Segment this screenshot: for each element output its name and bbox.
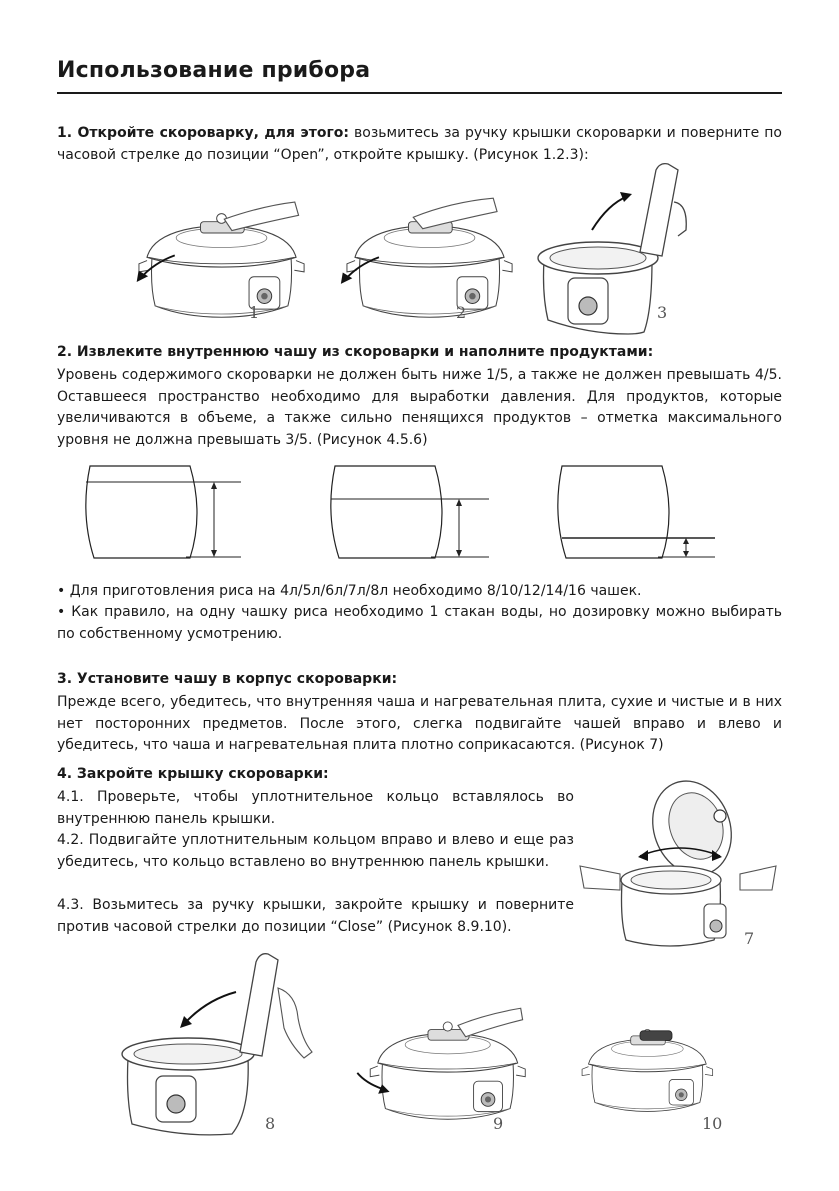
step2-text: Уровень содержимого скороварки не должен быть ниже 1/5, а также не должен превышать 4/5. Оставшееся пространство необходимо для выработки давления. Для продуктов, которые увеличиваются в объеме, а также сильно пенящихся продуктов – отметка максимального уровня не должна превышать 3/5. (Рисунок 4.5.6) xyxy=(57,367,782,448)
step2-heading: 2. Извлеките внутреннюю чашу из скороварки и наполните продуктами: xyxy=(57,344,654,360)
step3-heading: 3. Установите чашу в корпус скороварки: xyxy=(57,671,398,687)
step4-item-3: 4.3. Возьмитесь за ручку крышки, закройте крышку и поверните против часовой стрелки до позиции “Close” (Рисунок 8.9.10). xyxy=(57,897,574,935)
figure-6-bowl-level xyxy=(558,462,718,566)
figure-2-number: 2 xyxy=(456,303,467,322)
step1-text: возьмитесь за ручку крышки скороварки и поверните по часовой стрелке до позиции “Open”, откройте крышку. (Рисунок 1.2.3): xyxy=(57,125,782,163)
figure-9-number: 9 xyxy=(493,1114,504,1133)
figure-5-bowl-level xyxy=(331,462,491,566)
figure-3-number: 3 xyxy=(657,303,668,322)
title-underline xyxy=(57,92,782,94)
figure-8-illustration xyxy=(112,948,322,1152)
figure-2-illustration xyxy=(318,190,518,339)
figure-9-illustration xyxy=(344,1000,534,1144)
step4-item-1: 4.1. Проверьте, чтобы уплотнительное кольцо вставлялось во внутреннюю панель крышки. xyxy=(57,789,574,827)
step4-heading: 4. Закройте крышку скороварки: xyxy=(57,766,329,782)
step1-heading: 1. Откройте скороварку, для этого: xyxy=(57,125,349,141)
bullet-water-ratio: • Как правило, на одну чашку риса необходимо 1 стакан воды, но дозировку можно выбирать по собственному усмотрению. xyxy=(57,604,782,642)
figure-4-bowl-level xyxy=(86,462,246,566)
figure-1-illustration xyxy=(110,190,310,339)
page-title: Использование прибора xyxy=(57,58,371,83)
step4-item-2: 4.2. Подвигайте уплотнительным кольцом вправо и влево и еще раз убедитесь, что кольцо вставлено во внутреннюю панель крышки. xyxy=(57,832,574,870)
figure-7-number: 7 xyxy=(744,929,755,948)
figure-8-number: 8 xyxy=(265,1114,276,1133)
figure-10-number: 10 xyxy=(702,1114,723,1133)
figure-3-illustration xyxy=(528,160,698,344)
step3-text: Прежде всего, убедитесь, что внутренняя чаша и нагревательная плита, сухие и чистые и в них нет посторонних предметов. После этого, слегка подвигайте чашей вправо и влево и убедитесь, что чаша и нагревательная плита плотно соприкасаются. (Рисунок 7) xyxy=(57,694,782,753)
figure-10-illustration xyxy=(560,1000,723,1144)
figure-1-number: 1 xyxy=(249,303,260,322)
bullet-rice-cups: • Для приготовления риса на 4л/5л/6л/7л/8л необходимо 8/10/12/14/16 чашек. xyxy=(57,583,642,599)
